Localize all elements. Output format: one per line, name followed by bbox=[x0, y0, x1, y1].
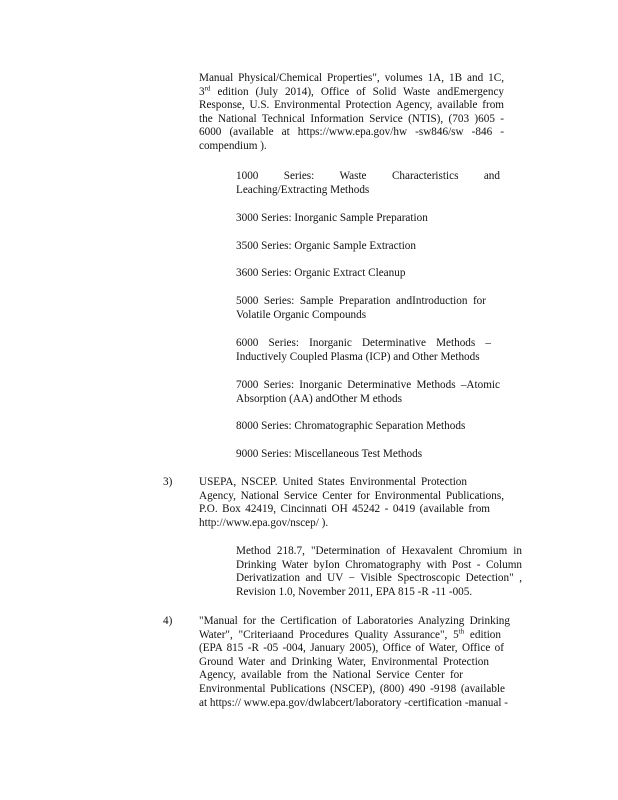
intro-reference-paragraph bbox=[199, 72, 504, 154]
intro-line-3: Response, U.S. Environmental Protection Agency, available from bbox=[199, 99, 504, 112]
edition-number: 3 bbox=[199, 85, 205, 98]
intro-line-4: the National Technical Information Service (NTIS), (703 )605 - bbox=[199, 112, 504, 125]
intro-line-1: Manual Physical/Chemical Properties", volumes 1A, 1B and 1C, bbox=[199, 72, 504, 84]
series-entry: 8000 Series: Chromatographic Separation Methods bbox=[236, 420, 466, 432]
series-entry: 3600 Series: Organic Extract Cleanup bbox=[236, 267, 406, 279]
item-4-paragraph: "Manual for the Certification of Laboratories Analyzing Drinking Water", "Criteriaand Procedures Quality Assurance", 5th edition (EPA 815 -R -05 -004, January 2005), Office of Water, Office of Ground Water and Drinking Water, Environmental Protection Agency, available from the National Service Center for Environmental Publications (NSCEP), (800) 490 -9198 (available at https:// www.epa.gov/dwlabcert/laboratory -certification -manual - bbox=[199, 615, 510, 709]
series-entry: 6000 Series: Inorganic Determinative Methods – Inductively Coupled Plasma (ICP) and Other Methods bbox=[236, 337, 491, 363]
series-entry: 3000 Series: Inorganic Sample Preparation bbox=[236, 212, 428, 224]
intro-line-2: 3rd edition (July 2014), Office of Solid Waste andEmergency bbox=[199, 83, 505, 98]
series-entry: 9000 Series: Miscellaneous Test Methods bbox=[236, 448, 423, 460]
intro-line-6: compendium ). bbox=[199, 139, 267, 152]
series-entry: 1000 Series: Waste Characteristics and Leaching/Extracting Methods bbox=[236, 170, 500, 196]
series-entry: 3500 Series: Organic Sample Extraction bbox=[236, 240, 416, 252]
series-entry: 5000 Series: Sample Preparation andIntroduction for Volatile Organic Compounds bbox=[236, 295, 486, 321]
item-4-line-2: Water", "Criteriaand Procedures Quality Assurance", 5th edition bbox=[199, 626, 501, 641]
item-3-number: 3) bbox=[163, 476, 173, 488]
series-entry: 7000 Series: Inorganic Determinative Methods –Atomic Absorption (AA) andOther M ethods bbox=[236, 379, 500, 405]
item-4-number: 4) bbox=[163, 615, 173, 627]
method-218-7-paragraph: Method 218.7, "Determination of Hexavalent Chromium in Drinking Water byIon Chromatography with Post - Column Derivatization and UV − Visible Spectroscopic Detection" , Revision 1.0, November 2011, EPA 815 -R -11 -005. bbox=[236, 545, 522, 598]
edition-suffix: rd bbox=[204, 83, 211, 92]
item-3-paragraph: USEPA, NSCEP. United States Environmental Protection Agency, National Service Center for Environmental Publications, P.O. Box 42419, Cincinnati OH 45242 - 0419 (available from http://www.epa.gov/nscep/ ). bbox=[199, 476, 504, 529]
intro-line-5: 6000 (available at https://www.epa.gov/hw -sw846/sw -846 - bbox=[199, 126, 504, 139]
